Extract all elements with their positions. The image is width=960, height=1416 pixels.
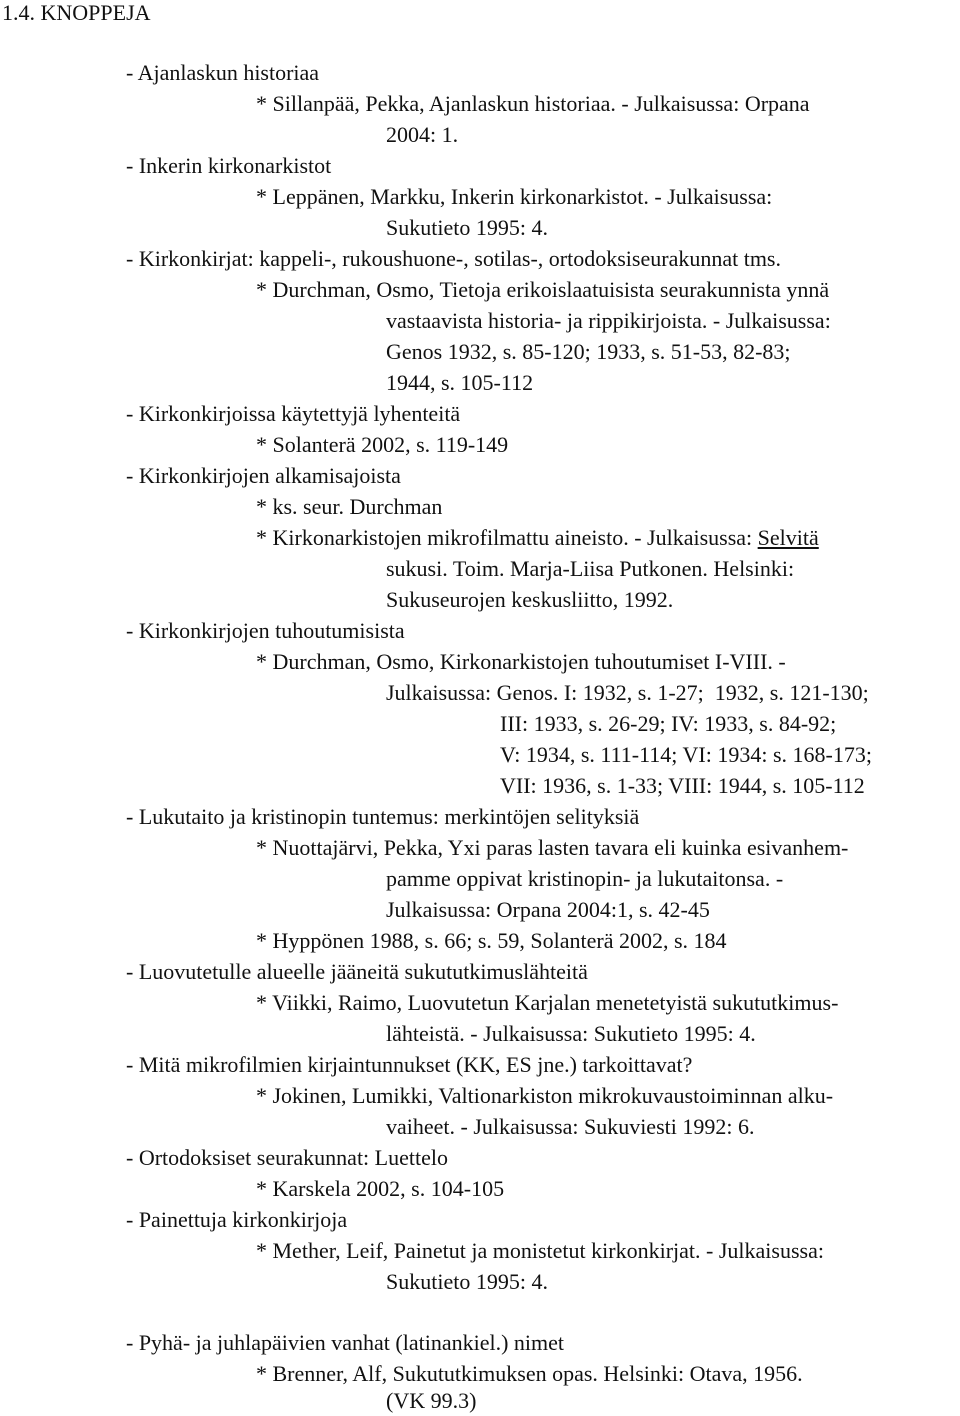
reference-line — [256, 525, 819, 551]
topic-line: - Kirkonkirjoissa käytettyjä lyhenteitä — [126, 401, 461, 426]
reference-line: * Karskela 2002, s. 104-105 — [256, 1176, 505, 1201]
topic-line: - Kirkonkirjat: kappeli-, rukoushuone-, sotilas-, ortodoksiseurakunnat tms. — [126, 246, 781, 271]
reference-continuation: lähteistä. - Julkaisussa: Sukutieto 1995: 4. — [386, 1021, 756, 1046]
reference-line: * Hyppönen 1988, s. 66; s. 59, Solanterä 2002, s. 184 — [256, 928, 727, 953]
reference-continuation: vastaavista historia- ja rippikirjoista. - Julkaisussa: — [386, 308, 831, 333]
topic-line: - Luovutetulle alueelle jääneitä sukututkimuslähteitä — [126, 959, 588, 984]
reference-line: * Sillanpää, Pekka, Ajanlaskun historiaa. - Julkaisussa: Orpana — [256, 91, 810, 116]
reference-continuation: 1944, s. 105-112 — [386, 370, 534, 395]
reference-continuation: sukusi. Toim. Marja-Liisa Putkonen. Helsinki: — [386, 556, 795, 581]
reference-line: * ks. seur. Durchman — [256, 494, 443, 519]
reference-continuation: 2004: 1. — [386, 122, 459, 147]
reference-line: * Jokinen, Lumikki, Valtionarkiston mikrokuvaustoiminnan alku- — [256, 1083, 834, 1108]
topic-line: - Kirkonkirjojen tuhoutumisista — [126, 618, 405, 643]
reference-line: * Nuottajärvi, Pekka, Yxi paras lasten tavara eli kuinka esivanhem- — [256, 835, 849, 860]
reference-continuation: pamme oppivat kristinopin- ja lukutaitonsa. - — [386, 866, 784, 891]
reference-continuation: V: 1934, s. 111-114; VI: 1934: s. 168-173; — [500, 742, 872, 767]
topic-line: - Pyhä- ja juhlapäivien vanhat (latinankiel.) nimet — [126, 1330, 565, 1355]
topic-line: - Inkerin kirkonarkistot — [126, 153, 332, 178]
reference-continuation: VII: 1936, s. 1-33; VIII: 1944, s. 105-112 — [500, 773, 865, 798]
reference-line: * Mether, Leif, Painetut ja monistetut kirkonkirjat. - Julkaisussa: — [256, 1238, 824, 1263]
reference-line: * Viikki, Raimo, Luovutetun Karjalan menetetyistä sukututkimus- — [256, 990, 839, 1015]
topic-line: - Kirkonkirjojen alkamisajoista — [126, 463, 401, 488]
page-title: 1.4. KNOPPEJA — [2, 0, 151, 25]
topic-line: - Lukutaito ja kristinopin tuntemus: merkintöjen selityksiä — [126, 804, 640, 829]
reference-continuation: Sukutieto 1995: 4. — [386, 1269, 548, 1294]
reference-continuation: III: 1933, s. 26-29; IV: 1933, s. 84-92; — [500, 711, 837, 736]
topic-line: - Ortodoksiset seurakunnat: Luettelo — [126, 1145, 448, 1170]
reference-line: * Solanterä 2002, s. 119-149 — [256, 432, 509, 457]
topic-line: - Painettuja kirkonkirjoja — [126, 1207, 348, 1232]
reference-line: * Durchman, Osmo, Kirkonarkistojen tuhoutumiset I-VIII. - — [256, 649, 786, 674]
reference-continuation: vaiheet. - Julkaisussa: Sukuviesti 1992: 6. — [386, 1114, 755, 1139]
topic-line: - Mitä mikrofilmien kirjaintunnukset (KK, ES jne.) tarkoittavat? — [126, 1052, 693, 1077]
underlined-title: Selvitä — [757, 525, 819, 550]
reference-continuation: Sukutieto 1995: 4. — [386, 215, 548, 240]
reference-continuation: Genos 1932, s. 85-120; 1933, s. 51-53, 82-83; — [386, 339, 791, 364]
topic-line: - Ajanlaskun historiaa — [126, 60, 320, 85]
reference-text: * Kirkonarkistojen mikrofilmattu aineisto. - Julkaisussa: — [256, 525, 758, 550]
reference-continuation: Julkaisussa: Orpana 2004:1, s. 42-45 — [386, 897, 710, 922]
reference-line: * Brenner, Alf, Sukututkimuksen opas. Helsinki: Otava, 1956. — [256, 1361, 803, 1386]
reference-continuation: Julkaisussa: Genos. I: 1932, s. 1-27; 1932, s. 121-130; — [386, 680, 869, 705]
reference-continuation: (VK 99.3) — [386, 1388, 477, 1413]
reference-continuation: Sukuseurojen keskusliitto, 1992. — [386, 587, 674, 612]
reference-line: * Durchman, Osmo, Tietoja erikoislaatuisista seurakunnista ynnä — [256, 277, 830, 302]
reference-line: * Leppänen, Markku, Inkerin kirkonarkistot. - Julkaisussa: — [256, 184, 773, 209]
